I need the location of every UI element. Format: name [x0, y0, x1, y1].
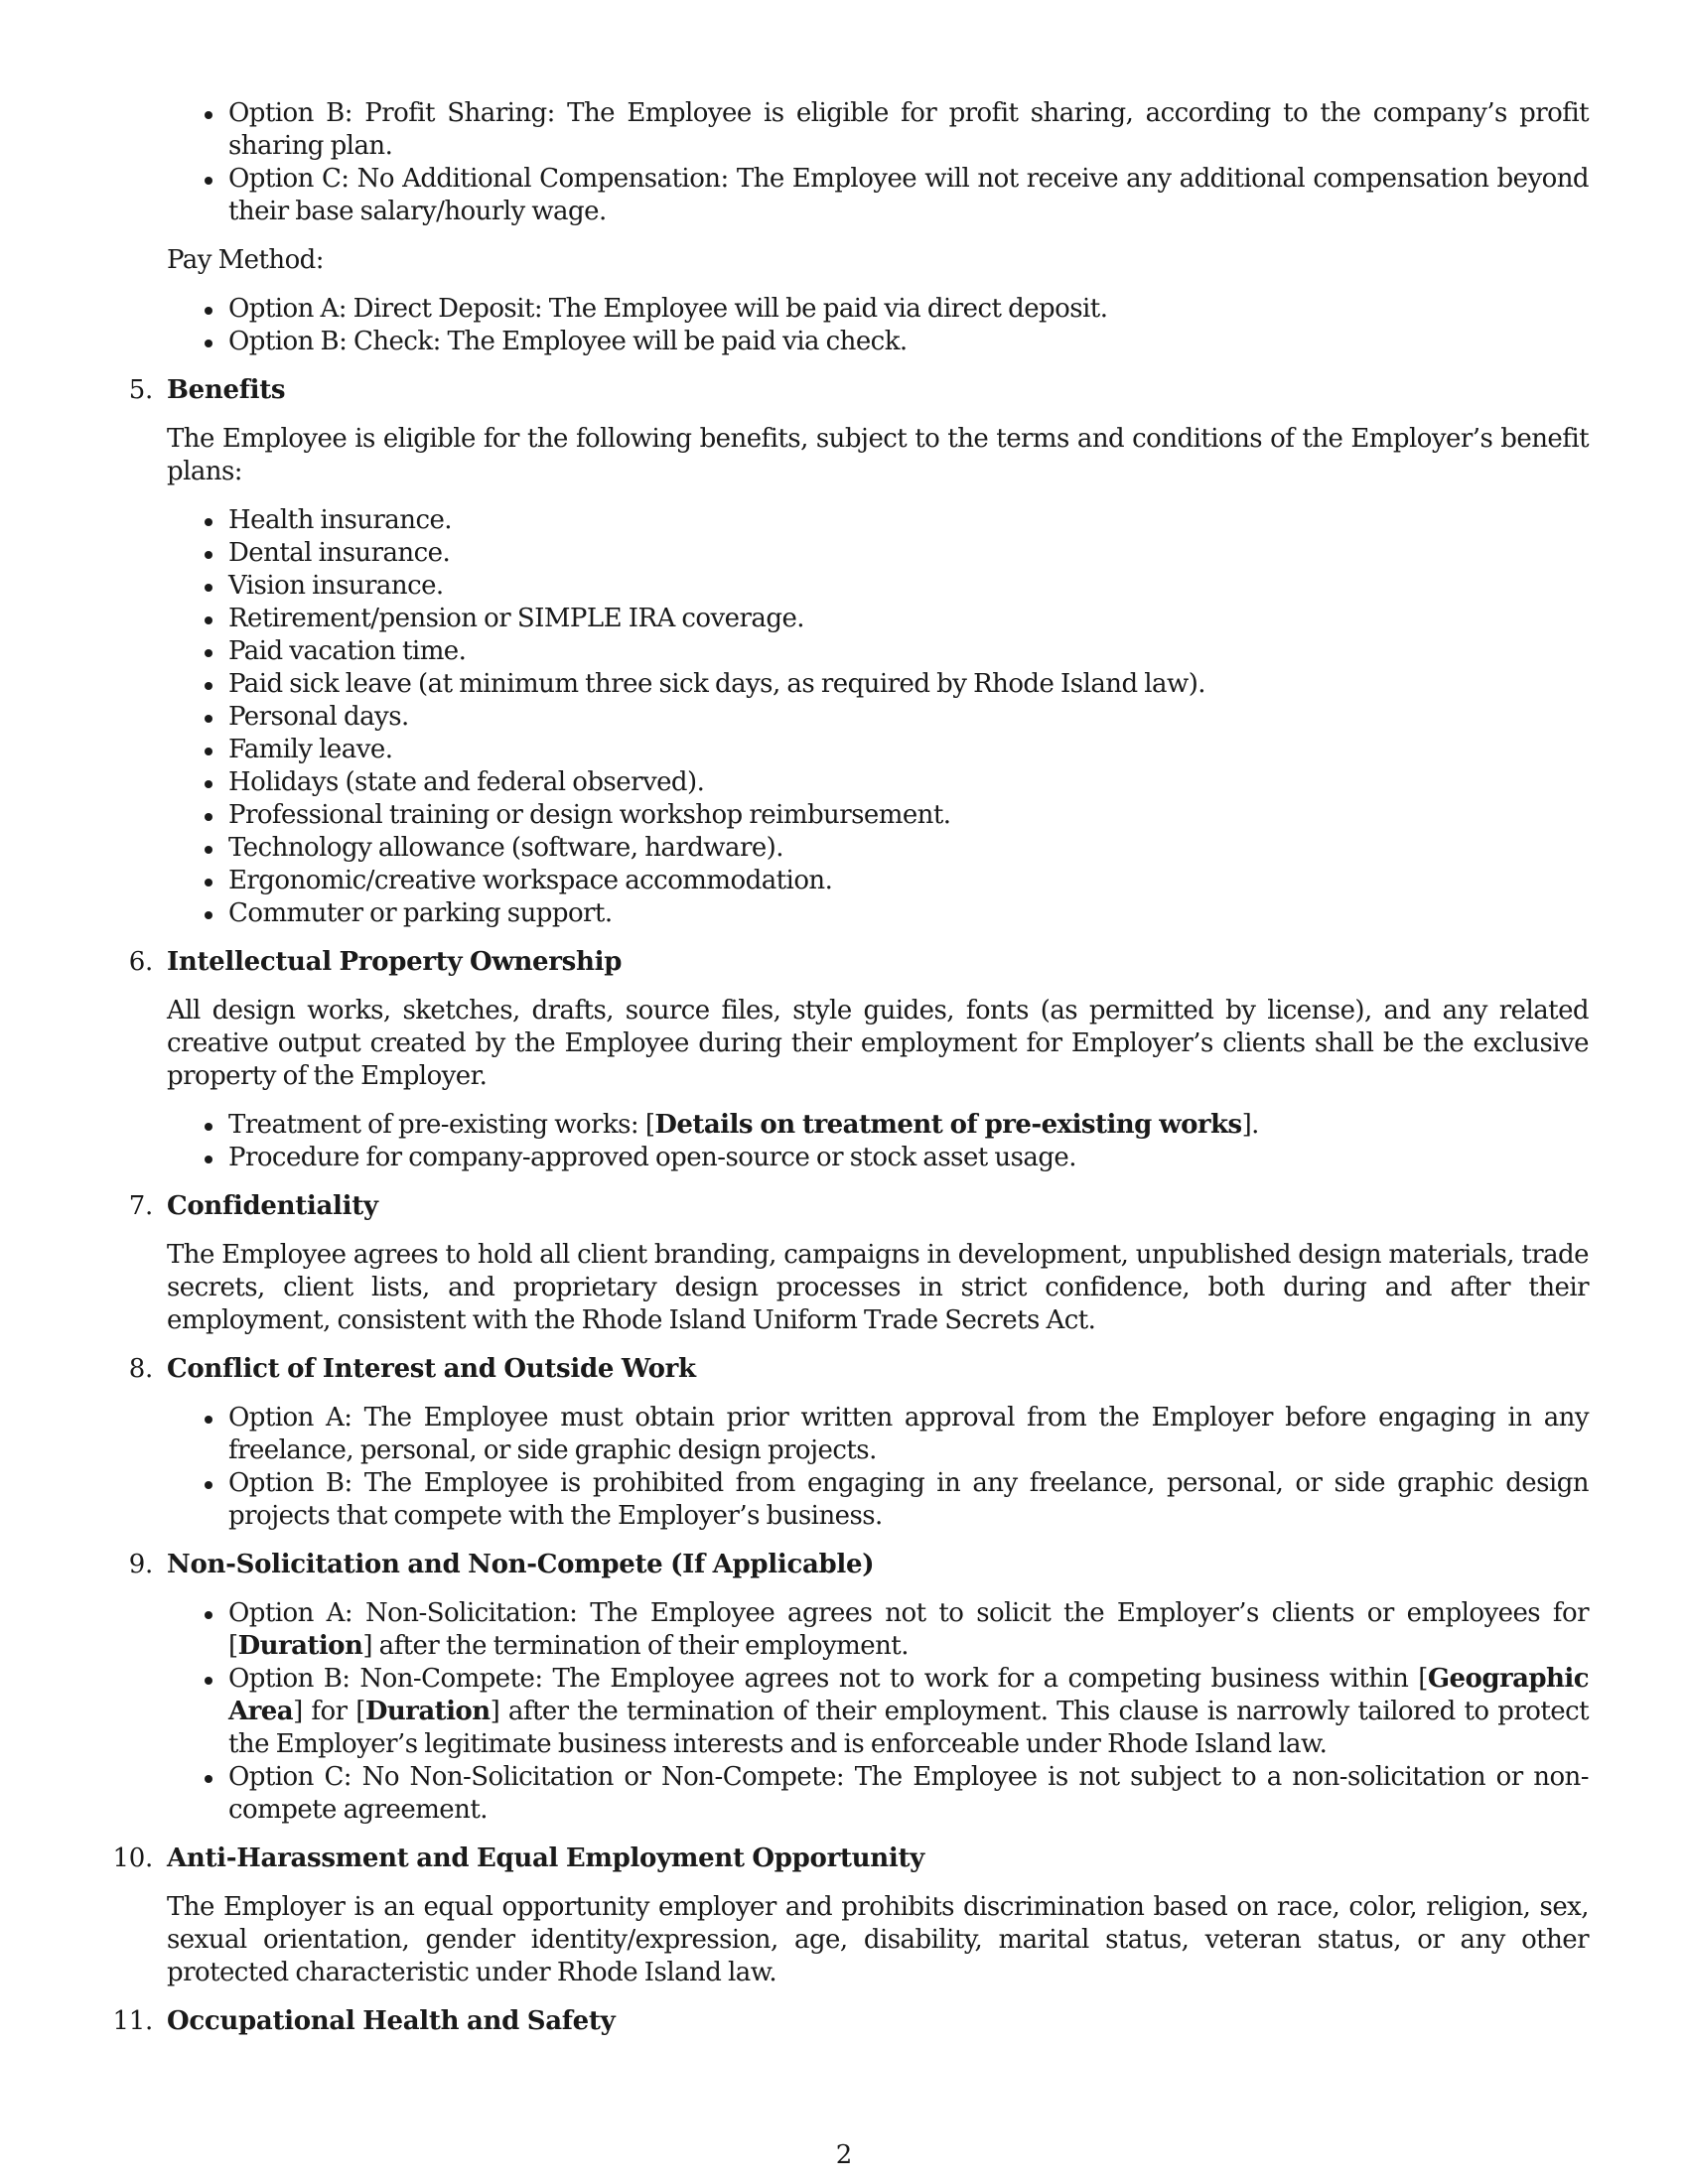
- section-heading-confidentiality: [128, 1190, 1589, 1223]
- section-number: 11.: [112, 2006, 153, 2036]
- section-number: 5.: [128, 375, 153, 405]
- list-item: Retirement/pension or SIMPLE IRA coverage.: [228, 603, 1589, 635]
- section-heading-non-solicitation: [128, 1549, 1589, 1581]
- list-item: Paid sick leave (at minimum three sick days, as required by Rhode Island law).: [228, 668, 1589, 701]
- list-item: Ergonomic/creative workspace accommodation.: [228, 865, 1589, 897]
- list-item: Option C: No Additional Compensation: The Employee will not receive any additional compensation beyond their base salary/hourly wage.: [228, 164, 1589, 226]
- list-item: Option A: The Employee must obtain prior written approval from the Employer before engaging in any freelance, personal, or side graphic design projects.: [228, 1403, 1589, 1465]
- section-number: 9.: [128, 1550, 153, 1579]
- section-title: Confidentiality: [167, 1191, 378, 1221]
- section-heading-intellectual-property: [128, 946, 1589, 979]
- list-item: Professional training or design workshop reimbursement.: [228, 799, 1589, 832]
- section-title: Benefits: [167, 375, 286, 405]
- benefits-intro: The Employee is eligible for the following benefits, subject to the terms and conditions of the Employer’s benefit plans:: [167, 424, 1589, 486]
- section-number: 6.: [128, 947, 153, 977]
- placeholder-field: Geographic Area: [228, 1664, 1589, 1726]
- page-number: 2: [835, 2140, 853, 2170]
- section-number: 10.: [112, 1843, 153, 1873]
- anti-harassment-body: The Employer is an equal opportunity employer and prohibits discrimination based on race, color, religion, sex, sexual orientation, gender identity/expression, age, disability, marital status, veteran status, or any other protected characteristic under Rhode Island law.: [167, 1892, 1589, 1987]
- list-item: Option B: Profit Sharing: The Employee is eligible for profit sharing, according to the company’s profit sharing plan.: [228, 98, 1589, 161]
- non-solicitation-options-list: [167, 1597, 1589, 1827]
- section-title: Intellectual Property Ownership: [167, 947, 623, 977]
- list-item: Holidays (state and federal observed).: [228, 766, 1589, 799]
- confidentiality-body: The Employee agrees to hold all client branding, campaigns in development, unpublished design materials, trade secrets, client lists, and proprietary design processes in strict confidence, both during and after their employment, consistent with the Rhode Island Uniform Trade Secrets Act.: [167, 1240, 1589, 1335]
- placeholder-field: Duration: [364, 1697, 491, 1726]
- pay-method-label: Pay Method:: [167, 245, 324, 275]
- list-item: Technology allowance (software, hardware).: [228, 832, 1589, 865]
- conflict-options-list: [167, 1402, 1589, 1533]
- document-page: [112, 97, 1590, 2038]
- ip-list: [167, 1109, 1589, 1174]
- text-run: ].: [1241, 1110, 1259, 1140]
- list-item: Option B: The Employee is prohibited from engaging in any freelance, personal, or side graphic design projects that compete with the Employer’s business.: [228, 1468, 1589, 1531]
- placeholder-field: Details on treatment of pre-existing works: [654, 1110, 1242, 1140]
- list-item: Procedure for company-approved open-source or stock asset usage.: [228, 1142, 1589, 1174]
- list-item: [228, 1109, 1589, 1142]
- list-item: Option B: Check: The Employee will be paid via check.: [228, 326, 1589, 358]
- text-run: Option A: Non-Solicitation: The Employee agrees not to solicit the Employer’s clients or employees for [: [228, 1598, 1589, 1661]
- list-item: Vision insurance.: [228, 570, 1589, 603]
- list-item: Option C: No Non-Solicitation or Non-Compete: The Employee is not subject to a non-solicitation or non-compete agreement.: [228, 1762, 1589, 1825]
- text-run: ] after the termination of their employment.: [362, 1631, 909, 1661]
- list-item: [228, 1663, 1589, 1761]
- text-run: ] after the termination of their employment. This clause is narrowly tailored to protect the Employer’s legitimate business interests and is enforceable under Rhode Island law.: [228, 1697, 1590, 1759]
- pay-method-list: [167, 293, 1589, 358]
- section-title: Anti-Harassment and Equal Employment Opportunity: [167, 1843, 924, 1873]
- text-run: ] for [: [293, 1697, 365, 1726]
- placeholder-field: Duration: [237, 1631, 363, 1661]
- section-title: Non-Solicitation and Non-Compete (If Applicable): [167, 1550, 875, 1579]
- section-title: Conflict of Interest and Outside Work: [167, 1354, 696, 1384]
- list-item: Family leave.: [228, 734, 1589, 766]
- text-run: Option B: Non-Compete: The Employee agrees not to work for a competing business within [: [228, 1664, 1428, 1694]
- list-item: Dental insurance.: [228, 537, 1589, 570]
- ip-ownership-body: All design works, sketches, drafts, source files, style guides, fonts (as permitted by license), and any related creative output created by the Employee during their employment for Employer’s clients shall be the exclusive property of the Employer.: [167, 996, 1589, 1091]
- section-heading-conflict-of-interest: [128, 1353, 1589, 1386]
- text-run: Treatment of pre-existing works: [: [228, 1110, 655, 1140]
- section-heading-health-safety: [112, 2005, 1589, 2038]
- list-item: [228, 1597, 1589, 1663]
- list-item: Health insurance.: [228, 504, 1589, 537]
- section-title: Occupational Health and Safety: [167, 2006, 616, 2036]
- section-number: 7.: [128, 1191, 153, 1221]
- compensation-options-list: [167, 97, 1589, 228]
- list-item: Personal days.: [228, 701, 1589, 734]
- list-item: Paid vacation time.: [228, 635, 1589, 668]
- section-heading-benefits: [128, 374, 1589, 407]
- benefits-list: [167, 504, 1589, 930]
- section-number: 8.: [128, 1354, 153, 1384]
- list-item: Option A: Direct Deposit: The Employee will be paid via direct deposit.: [228, 293, 1589, 326]
- list-item: Commuter or parking support.: [228, 897, 1589, 930]
- section-heading-anti-harassment: [112, 1843, 1589, 1875]
